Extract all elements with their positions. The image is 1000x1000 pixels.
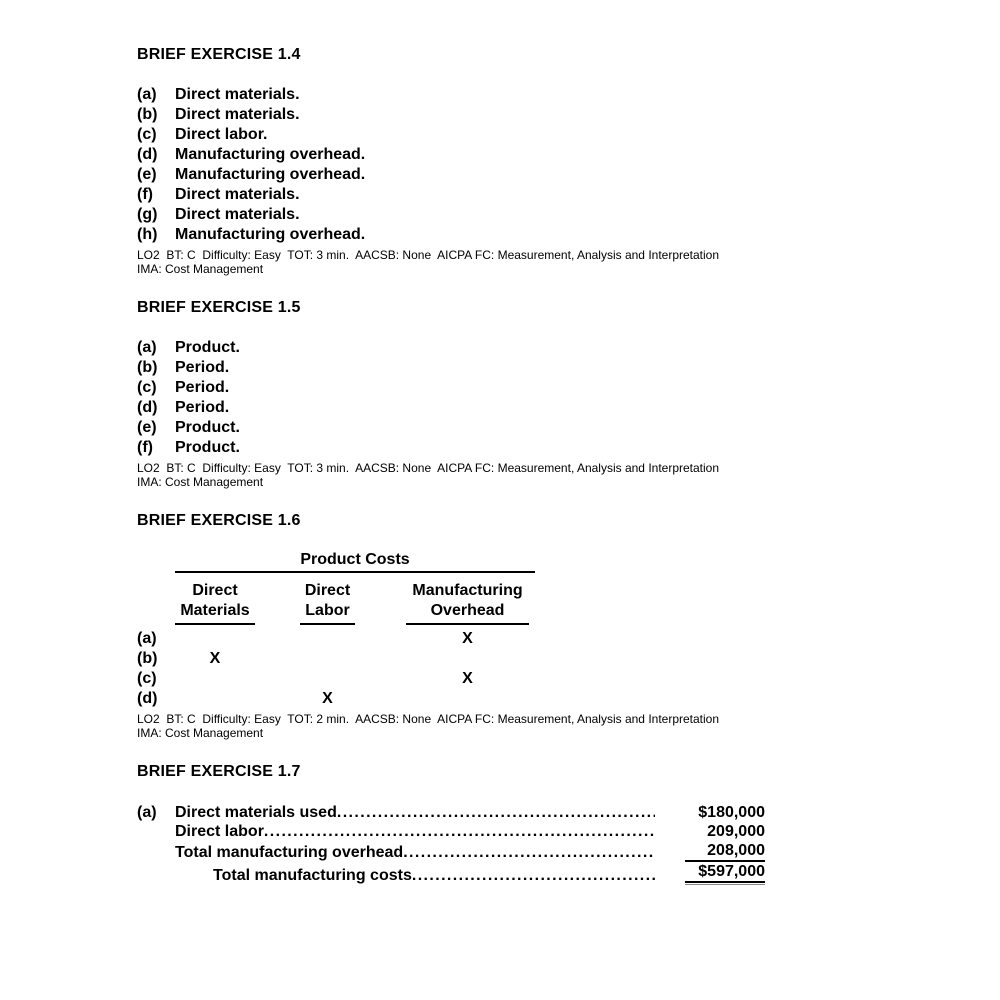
- item-text: Direct materials.: [175, 106, 300, 123]
- item-label: (a): [137, 339, 157, 356]
- answer-item: [137, 338, 940, 358]
- cost-line-text: Total manufacturing overhead: [175, 844, 404, 861]
- answer-item: [137, 205, 940, 225]
- answer-item: [137, 225, 940, 245]
- item-text: Manufacturing overhead.: [175, 146, 366, 163]
- group-header-product-costs: Product Costs: [175, 551, 535, 573]
- item-text: Manufacturing overhead.: [175, 166, 366, 183]
- column-header-direct-materials: Direct Materials: [175, 581, 255, 625]
- cost-line-text: Total manufacturing costs: [213, 867, 412, 884]
- dot-leader: [412, 866, 655, 885]
- metadata-line-2: IMA: Cost Management: [137, 262, 264, 276]
- answer-item: [137, 438, 940, 458]
- answer-item: [137, 105, 940, 125]
- item-text: Period.: [175, 379, 230, 396]
- row-label: (c): [137, 670, 157, 687]
- item-text: Manufacturing overhead.: [175, 226, 366, 243]
- answer-item: [137, 85, 940, 105]
- mark-cell: [255, 649, 400, 669]
- product-costs-table: [137, 551, 535, 709]
- item-label: (f): [137, 186, 153, 203]
- column-headers: [175, 573, 535, 625]
- column-header-direct-labor: Direct Labor: [255, 581, 400, 625]
- item-label: (c): [137, 126, 157, 143]
- item-label: (c): [137, 379, 157, 396]
- metadata-line-1: LO2 BT: C Difficulty: Easy TOT: 3 min. AACSB: None AICPA FC: Measurement, Analysis and Interpretation: [137, 461, 720, 475]
- exercise-title: BRIEF EXERCISE 1.5: [137, 299, 301, 316]
- mark-cell: [255, 669, 400, 689]
- table-row: [137, 689, 535, 709]
- section-brief-exercise-1-7: [137, 762, 940, 885]
- item-label: (b): [137, 106, 158, 123]
- mark-cell: [175, 689, 255, 709]
- amount-value-underlined: 208,000: [685, 841, 765, 862]
- mark-cell: X: [462, 670, 473, 687]
- exercise-title: BRIEF EXERCISE 1.6: [137, 512, 301, 529]
- cost-line: [137, 841, 765, 862]
- item-text: Period.: [175, 359, 230, 376]
- item-text: Period.: [175, 399, 230, 416]
- mark-cell: X: [209, 650, 221, 667]
- cost-statement: [137, 803, 765, 885]
- answer-item: [137, 125, 940, 145]
- item-text: Direct materials.: [175, 86, 300, 103]
- answer-list: [137, 338, 940, 458]
- section-brief-exercise-1-5: [137, 298, 940, 489]
- item-label: (d): [137, 399, 158, 416]
- mark-cell: X: [462, 630, 473, 647]
- item-label: (h): [137, 226, 158, 243]
- cost-line-text: Direct materials used: [175, 804, 337, 821]
- row-label: (b): [137, 650, 158, 667]
- table-row: [137, 629, 535, 649]
- metadata-line-2: IMA: Cost Management: [137, 726, 264, 740]
- amount-value-double-underlined: $597,000: [685, 862, 765, 885]
- exercise-title: BRIEF EXERCISE 1.4: [137, 46, 301, 63]
- mark-cell: [175, 669, 255, 689]
- amount-value: $180,000: [698, 804, 765, 821]
- cost-line: [137, 822, 765, 841]
- cost-line: [137, 803, 765, 822]
- item-label: (a): [137, 804, 157, 821]
- column-header-manufacturing-overhead: Manufacturing Overhead: [400, 581, 535, 625]
- dot-leader: [264, 822, 655, 841]
- item-label: (a): [137, 86, 157, 103]
- item-label: (d): [137, 146, 158, 163]
- item-text: Direct labor.: [175, 126, 268, 143]
- answer-item: [137, 398, 940, 418]
- answer-item: [137, 185, 940, 205]
- item-label: (e): [137, 419, 157, 436]
- item-label: (b): [137, 359, 158, 376]
- metadata-line-1: LO2 BT: C Difficulty: Easy TOT: 2 min. AACSB: None AICPA FC: Measurement, Analysis and Interpretation: [137, 712, 720, 726]
- row-label: (d): [137, 690, 158, 707]
- item-label: (g): [137, 206, 158, 223]
- mark-cell: [400, 649, 535, 669]
- exercise-title: BRIEF EXERCISE 1.7: [137, 763, 301, 780]
- table-header: [175, 551, 535, 625]
- item-text: Product.: [175, 419, 240, 436]
- section-brief-exercise-1-4: [137, 45, 940, 276]
- row-label: (a): [137, 630, 157, 647]
- dot-leader: [403, 843, 655, 862]
- answer-item: [137, 145, 940, 165]
- section-brief-exercise-1-6: [137, 511, 940, 740]
- metadata-line-2: IMA: Cost Management: [137, 475, 264, 489]
- answer-item: [137, 378, 940, 398]
- item-text: Product.: [175, 339, 240, 356]
- mark-cell: [255, 629, 400, 649]
- metadata-line-1: LO2 BT: C Difficulty: Easy TOT: 3 min. AACSB: None AICPA FC: Measurement, Analysis and Interpretation: [137, 248, 720, 262]
- mark-cell: [400, 689, 535, 709]
- item-text: Product.: [175, 439, 240, 456]
- item-label: (f): [137, 439, 153, 456]
- dot-leader: [337, 803, 655, 822]
- mark-cell: X: [322, 690, 333, 707]
- answer-item: [137, 358, 940, 378]
- table-row: [137, 649, 535, 669]
- item-label: (e): [137, 166, 157, 183]
- answer-list: [137, 85, 940, 245]
- cost-line-total: [137, 862, 765, 885]
- cost-line-text: Direct labor: [175, 823, 264, 840]
- answer-item: [137, 165, 940, 185]
- table-body: [137, 629, 535, 709]
- mark-cell: [175, 629, 255, 649]
- table-row: [137, 669, 535, 689]
- item-text: Direct materials.: [175, 206, 300, 223]
- answer-item: [137, 418, 940, 438]
- amount-value: 209,000: [707, 823, 765, 840]
- item-text: Direct materials.: [175, 186, 300, 203]
